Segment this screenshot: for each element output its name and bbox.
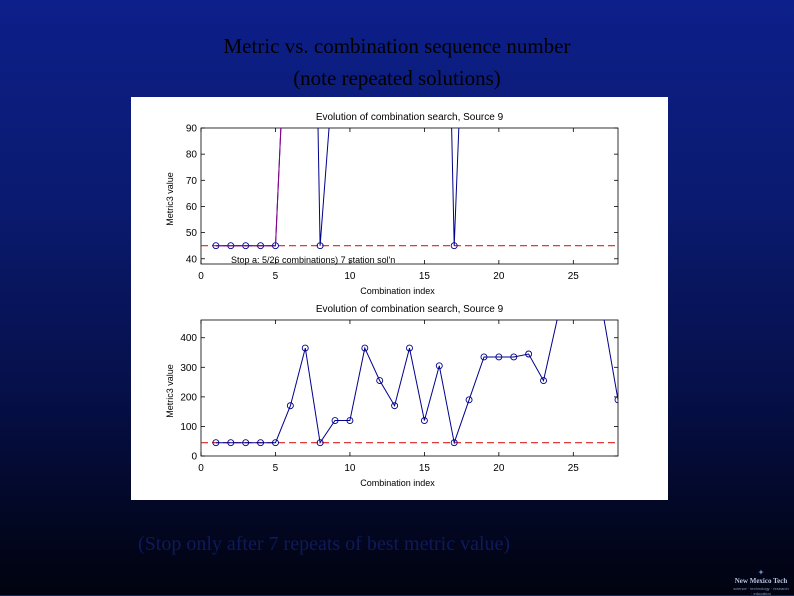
series-line (216, 97, 291, 246)
x-tick-label: 0 (198, 271, 204, 282)
logo-subtext: science · technology · research · education (733, 586, 789, 596)
y-tick-label: 100 (180, 421, 197, 433)
data-point (600, 311, 606, 317)
y-tick-label: 60 (185, 201, 197, 213)
y-tick-label: 40 (185, 254, 197, 266)
y-tick-label: 300 (180, 362, 197, 374)
x-tick-label: 25 (567, 271, 579, 282)
y-axis-label: Metric3 value (165, 364, 175, 418)
x-tick-label: 10 (344, 463, 356, 474)
figure-canvas (131, 97, 668, 500)
data-point (570, 311, 576, 317)
footnote: (Stop only after 7 repeats of best metric value) (138, 533, 511, 555)
slide-title-line-1: Metric vs. combination sequence number (223, 34, 571, 58)
y-tick-label: 80 (185, 149, 197, 161)
y-tick-label: 0 (191, 451, 197, 463)
plot-area (201, 311, 621, 446)
data-point (585, 311, 591, 317)
chart-title: Evolution of combination search, Source 9 (315, 304, 504, 315)
y-tick-label: 50 (185, 228, 197, 240)
x-tick-label: 15 (418, 271, 430, 282)
x-tick-label: 0 (198, 463, 204, 474)
x-axis-label: Combination index (360, 286, 435, 296)
x-tick-label: 5 (272, 463, 279, 474)
chart-panel-1 (165, 97, 621, 296)
logo-text: New Mexico Tech (734, 577, 788, 585)
matlab-figure (131, 97, 668, 500)
logo-star-icon: ✦ (757, 568, 765, 577)
x-axis-label: Combination index (360, 478, 435, 488)
axes-box (201, 128, 618, 264)
x-tick-label: 25 (567, 463, 579, 474)
chart-panel-2 (165, 304, 621, 488)
slide-title-line-2: (note repeated solutions) (293, 66, 501, 90)
y-tick-label: 200 (180, 392, 197, 404)
x-tick-label: 20 (493, 463, 505, 474)
chart-title: Evolution of combination search, Source 9 (315, 112, 504, 123)
series-line (216, 314, 618, 443)
x-tick-label: 20 (493, 271, 505, 282)
x-tick-label: 5 (272, 271, 279, 282)
stop-annotation: Stop a: 5/26 combinations) 7 station sol'n (231, 255, 396, 265)
axes-box (201, 320, 618, 456)
y-tick-label: 90 (185, 123, 197, 135)
y-tick-label: 400 (180, 333, 197, 345)
x-tick-label: 15 (418, 463, 430, 474)
x-tick-label: 10 (344, 271, 356, 282)
university-logo (733, 568, 789, 596)
y-tick-label: 70 (185, 175, 197, 187)
y-axis-label: Metric3 value (165, 172, 175, 226)
data-point (555, 311, 561, 317)
